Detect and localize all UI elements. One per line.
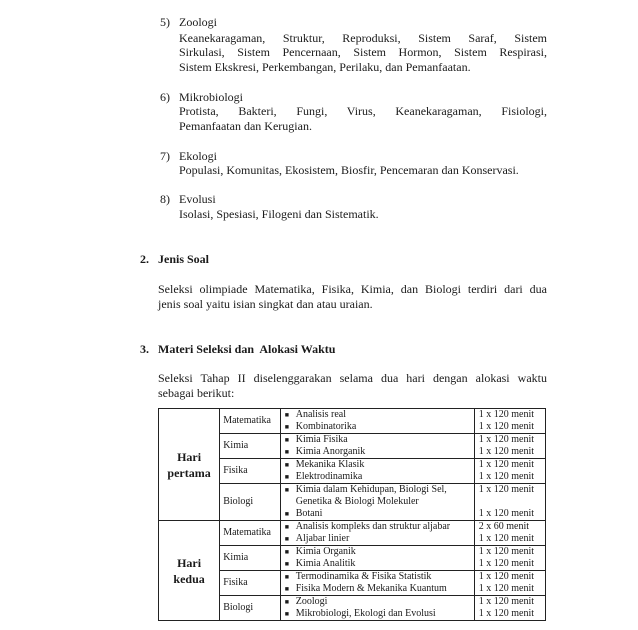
topic-item: Analisis kompleks dan struktur aljabar xyxy=(295,521,451,532)
topic-8-title: Evolusi xyxy=(179,192,216,206)
times-cell xyxy=(474,459,545,484)
topic-5-number: 5) xyxy=(160,15,170,29)
bullet-icon: ■ xyxy=(284,411,289,419)
topic-6-number: 6) xyxy=(160,90,170,104)
topic-item: Fisika Modern & Mekanika Kuantum xyxy=(295,583,447,594)
topic-5-line-3: Sistem Ekskresi, Perkembangan, Perilaku, dan Pemanfaatan. xyxy=(179,60,471,74)
section-2-para-line-2: jenis soal yaitu isian singkat dan atau uraian. xyxy=(158,297,373,311)
topic-item: Analisis real xyxy=(295,409,346,420)
topic-item: Elektrodinamika xyxy=(295,471,363,482)
topic-6-title: Mikrobiologi xyxy=(179,90,244,104)
topic-6-line-1: Protista, Bakteri, Fungi, Virus, Keanekaragaman, Fisiologi, xyxy=(179,104,547,118)
times-cell xyxy=(474,409,545,434)
topic-5-line-2: Sirkulasi, Sistem Pencernaan, Sistem Hormon, Sistem Respirasi, xyxy=(179,45,547,59)
section-3-para-line-2: sebagai berikut: xyxy=(158,386,235,400)
time-item: 1 x 120 menit xyxy=(478,459,535,470)
section-2-heading: 2. Jenis Soal xyxy=(140,252,210,266)
bullet-icon: ■ xyxy=(284,461,289,469)
topic-7-number: 7) xyxy=(160,149,170,163)
topic-item: Termodinamika & Fisika Statistik xyxy=(295,571,432,582)
bullet-icon: ■ xyxy=(284,423,289,431)
topic-item: Kimia Analitik xyxy=(295,558,356,569)
allocation-table xyxy=(158,408,546,621)
topic-item: Botani xyxy=(295,508,323,519)
topics-cell xyxy=(280,459,474,484)
section-3-para-line-1: Seleksi Tahap II diselenggarakan selama dua hari dengan alokasi waktu xyxy=(158,371,547,385)
table-row xyxy=(159,521,546,546)
time-item: 1 x 120 menit xyxy=(478,446,535,457)
topic-item: Mikrobiologi, Ekologi dan Evolusi xyxy=(295,608,436,619)
bullet-icon: ■ xyxy=(284,598,289,606)
time-item: 1 x 120 menit xyxy=(478,583,535,594)
time-item: 1 x 120 menit xyxy=(478,546,535,557)
bullet-icon: ■ xyxy=(284,535,289,543)
time-item: 1 x 120 menit xyxy=(478,508,535,519)
topic-item: Kimia Anorganik xyxy=(295,446,366,457)
subject-cell: Fisika xyxy=(220,459,281,484)
topics-cell xyxy=(280,571,474,596)
time-item: 1 x 120 menit xyxy=(478,558,535,569)
subject-cell: Biologi xyxy=(220,484,281,521)
day-1-line-2: pertama xyxy=(167,465,211,480)
topic-item: Kombinatorika xyxy=(295,421,357,432)
topics-cell xyxy=(280,409,474,434)
times-cell xyxy=(474,596,545,621)
times-cell xyxy=(474,571,545,596)
times-cell xyxy=(474,434,545,459)
bullet-icon: ■ xyxy=(284,510,289,518)
bullet-icon: ■ xyxy=(284,610,289,618)
subject-cell: Biologi xyxy=(220,596,281,621)
day-2-line-1: Hari xyxy=(177,555,202,570)
bullet-icon: ■ xyxy=(284,448,289,456)
subject-cell: Kimia xyxy=(220,434,281,459)
time-item: 1 x 120 menit xyxy=(478,434,535,445)
bullet-icon: ■ xyxy=(284,585,289,593)
topics-cell xyxy=(280,434,474,459)
bullet-icon: ■ xyxy=(284,560,289,568)
time-item: 1 x 120 menit xyxy=(478,421,535,432)
day-1-line-1: Hari xyxy=(177,449,202,464)
topic-7-title: Ekologi xyxy=(179,149,217,163)
topics-cell xyxy=(280,521,474,546)
day-2-line-2: kedua xyxy=(173,571,205,586)
subject-cell: Kimia xyxy=(220,546,281,571)
topic-item: Kimia Organik xyxy=(295,546,356,557)
topic-8-line-1: Isolasi, Spesiasi, Filogeni dan Sistematik. xyxy=(179,207,379,221)
section-3-heading: 3. Materi Seleksi dan Alokasi Waktu xyxy=(140,342,336,356)
bullet-icon: ■ xyxy=(284,473,289,481)
times-cell xyxy=(474,521,545,546)
day-cell xyxy=(159,521,220,621)
topic-5-line-1: Keanekaragaman, Struktur, Reproduksi, Sistem Saraf, Sistem xyxy=(179,31,547,45)
section-2-para-line-1: Seleksi olimpiade Matematika, Fisika, Kimia, dan Biologi terdiri dari dua xyxy=(158,282,547,296)
time-item: 1 x 120 menit xyxy=(478,571,535,582)
table-row xyxy=(159,409,546,434)
time-item: 1 x 120 menit xyxy=(478,471,535,482)
day-cell xyxy=(159,409,220,521)
topics-cell xyxy=(280,484,474,521)
subject-cell: Fisika xyxy=(220,571,281,596)
time-item: 1 x 120 menit xyxy=(478,409,535,420)
time-item: 1 x 120 menit xyxy=(478,484,535,495)
topic-item: Zoologi xyxy=(295,596,328,607)
topic-item: Mekanika Klasik xyxy=(295,459,365,470)
bullet-icon: ■ xyxy=(284,436,289,444)
bullet-icon: ■ xyxy=(284,573,289,581)
topic-7-line-1: Populasi, Komunitas, Ekosistem, Biosfir, Pencemaran dan Konservasi. xyxy=(179,163,519,177)
time-item: 2 x 60 menit xyxy=(478,521,530,532)
times-cell xyxy=(474,484,545,521)
bullet-icon: ■ xyxy=(284,548,289,556)
topics-cell xyxy=(280,546,474,571)
topic-item: Kimia dalam Kehidupan, Biologi Sel, xyxy=(295,484,447,495)
times-cell xyxy=(474,546,545,571)
topic-item: Kimia Fisika xyxy=(295,434,348,445)
topic-6-line-2: Pemanfaatan dan Kerugian. xyxy=(179,119,312,133)
topic-item-continued: Genetika & Biologi Molekuler xyxy=(295,496,419,507)
time-item: 1 x 120 menit xyxy=(478,608,535,619)
time-item: 1 x 120 menit xyxy=(478,533,535,544)
subject-cell: Matematika xyxy=(220,521,281,546)
topics-cell xyxy=(280,596,474,621)
subject-cell: Matematika xyxy=(220,409,281,434)
bullet-icon: ■ xyxy=(284,486,289,494)
topic-5-title: Zoologi xyxy=(179,15,217,29)
time-item: 1 x 120 menit xyxy=(478,596,535,607)
topic-item: Aljabar linier xyxy=(295,533,350,544)
topic-8-number: 8) xyxy=(160,192,170,206)
bullet-icon: ■ xyxy=(284,523,289,531)
